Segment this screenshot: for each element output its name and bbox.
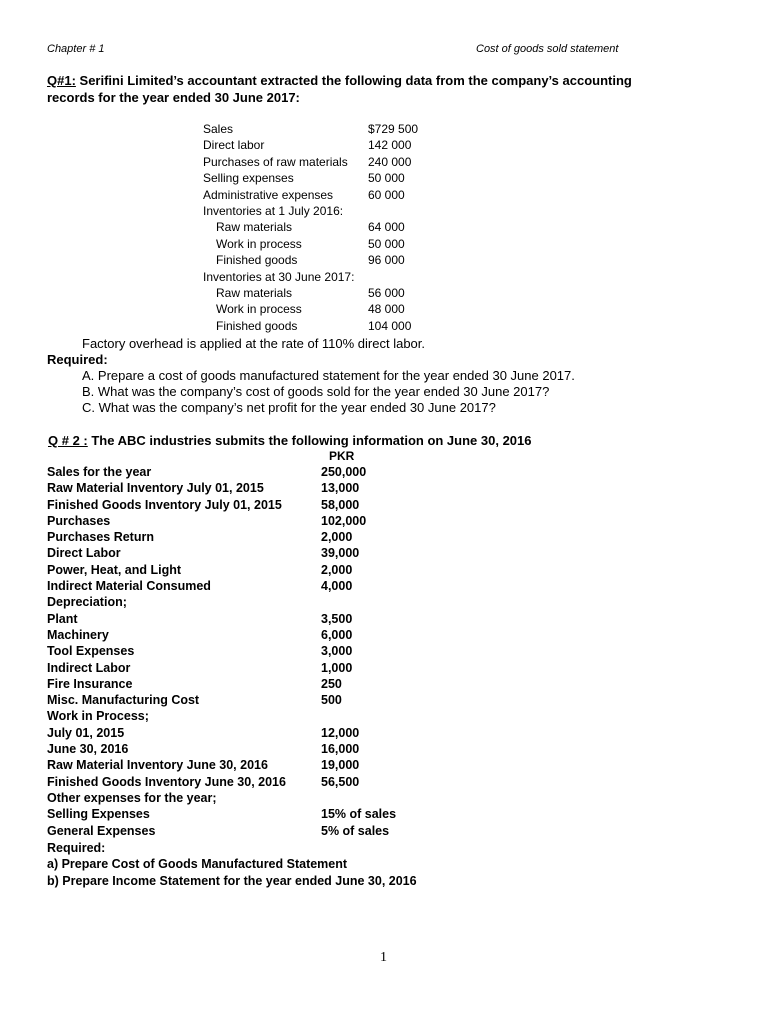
row-value: 15% of sales — [321, 807, 397, 822]
row-value: 102,000 — [321, 513, 367, 528]
table-row — [203, 137, 463, 153]
row-label: Misc. Manufacturing Cost — [47, 693, 200, 708]
row-label: Finished Goods Inventory July 01, 2015 — [47, 497, 282, 512]
header-topic: Cost of goods sold statement — [476, 43, 619, 55]
q1-data-table — [203, 121, 463, 334]
row-value: 3,500 — [321, 611, 353, 626]
row-value: 39,000 — [321, 546, 360, 561]
row-label: July 01, 2015 — [47, 725, 125, 740]
q1-label: Q#1: — [47, 73, 76, 88]
row-value: 56,500 — [321, 774, 360, 789]
q1-overhead-note: Factory overhead is applied at the rate of 110% direct labor. — [82, 336, 426, 351]
table-row — [47, 692, 447, 708]
row-label: Other expenses for the year; — [47, 790, 217, 805]
table-row — [203, 285, 463, 301]
row-label: Machinery — [47, 627, 109, 642]
table-row — [47, 513, 447, 529]
q2-required-b: b) Prepare Income Statement for the year ended June 30, 2016 — [47, 873, 417, 888]
row-label: Power, Heat, and Light — [47, 562, 182, 577]
row-value: 240 000 — [368, 154, 412, 169]
row-label: Raw materials — [216, 285, 293, 300]
row-label: Direct labor — [203, 138, 265, 153]
row-value: 5% of sales — [321, 823, 390, 838]
table-row — [47, 545, 447, 561]
q1-intro — [47, 72, 657, 106]
table-row — [47, 643, 447, 659]
row-value: 50 000 — [368, 171, 405, 186]
row-value: $729 500 — [368, 122, 419, 136]
q2-intro-text: The ABC industries submits the following information on June 30, 2016 — [87, 433, 532, 448]
table-row — [203, 203, 463, 219]
table-row — [203, 154, 463, 170]
row-value: 3,000 — [321, 644, 353, 659]
row-value: 56 000 — [368, 285, 405, 300]
table-row — [203, 170, 463, 186]
row-value: 13,000 — [321, 481, 360, 496]
q1-required-label: Required: — [47, 352, 108, 367]
row-label: Finished goods — [216, 253, 298, 268]
table-row — [47, 741, 447, 757]
row-label: Finished goods — [216, 318, 298, 333]
row-label: Selling Expenses — [47, 807, 150, 822]
row-value: 50 000 — [368, 236, 405, 251]
page-number: 1 — [380, 950, 387, 965]
row-value: 2,000 — [321, 562, 353, 577]
row-label: Work in process — [216, 236, 302, 251]
row-label: Indirect Labor — [47, 660, 131, 675]
row-label: Sales for the year — [47, 465, 152, 479]
row-label: General Expenses — [47, 823, 156, 838]
table-row — [47, 562, 447, 578]
table-row — [203, 219, 463, 235]
table-row — [203, 301, 463, 317]
q1-required-a: A. Prepare a cost of goods manufactured statement for the year ended 30 June 2017. — [82, 368, 575, 383]
row-label: Work in process — [216, 302, 302, 317]
table-row — [47, 627, 447, 643]
row-value: 1,000 — [321, 660, 353, 675]
row-value: 250 — [321, 676, 342, 691]
row-value: 500 — [321, 693, 342, 708]
table-row — [203, 187, 463, 203]
table-row — [47, 497, 447, 513]
table-row — [47, 529, 447, 545]
row-value: 48 000 — [368, 302, 405, 317]
table-row — [47, 660, 447, 676]
row-label: Sales — [203, 122, 234, 136]
table-row — [203, 318, 463, 334]
row-value: 2,000 — [321, 530, 353, 545]
header-chapter: Chapter # 1 — [47, 43, 105, 55]
row-label: Depreciation; — [47, 595, 127, 610]
row-label: Raw Material Inventory July 01, 2015 — [47, 481, 264, 496]
row-label: Administrative expenses — [203, 187, 334, 202]
row-label: Direct Labor — [47, 546, 121, 561]
table-row — [47, 578, 447, 594]
row-value: 96 000 — [368, 253, 405, 268]
q2-required — [47, 840, 417, 889]
table-row — [47, 611, 447, 627]
row-label: Fire Insurance — [47, 676, 133, 691]
row-label: June 30, 2016 — [47, 742, 129, 757]
table-row — [47, 480, 447, 496]
row-value: 142 000 — [368, 138, 412, 153]
row-label: Purchases — [47, 513, 111, 528]
row-label: Inventories at 30 June 2017: — [203, 269, 355, 284]
table-row — [47, 464, 447, 480]
row-value: 12,000 — [321, 725, 360, 740]
table-row — [47, 774, 447, 790]
row-label: Purchases of raw materials — [203, 154, 348, 169]
row-label: Inventories at 1 July 2016: — [203, 203, 344, 218]
table-row — [47, 806, 447, 822]
row-value: 19,000 — [321, 758, 360, 773]
row-value: 250,000 — [321, 465, 367, 479]
table-row — [47, 708, 447, 724]
table-row — [47, 790, 447, 806]
row-label: Indirect Material Consumed — [47, 579, 211, 594]
q1-intro-text: Serifini Limited’s accountant extracted the following data from the company’s accounting records for the year ended 30 June 2017: — [47, 73, 632, 105]
row-value: 4,000 — [321, 579, 353, 594]
row-label: Plant — [47, 611, 78, 626]
row-label: Raw Material Inventory June 30, 2016 — [47, 758, 268, 773]
table-row — [47, 757, 447, 773]
row-value: 58,000 — [321, 497, 360, 512]
row-label: Tool Expenses — [47, 644, 135, 659]
row-label: Work in Process; — [47, 709, 149, 724]
q2-required-a: a) Prepare Cost of Goods Manufactured Statement — [47, 857, 348, 872]
row-value: 104 000 — [368, 318, 412, 333]
row-value: 64 000 — [368, 220, 405, 235]
table-row — [203, 269, 463, 285]
row-value: 6,000 — [321, 627, 353, 642]
table-row — [47, 676, 447, 692]
table-row — [47, 725, 447, 741]
table-row — [47, 594, 447, 610]
q2-required-label: Required: — [47, 841, 106, 855]
q2-label: Q # 2 : — [48, 433, 88, 448]
row-label: Raw materials — [216, 220, 293, 235]
q1-required-b: B. What was the company’s cost of goods sold for the year ended 30 June 2017? — [82, 384, 550, 399]
table-row — [203, 252, 463, 268]
table-row — [47, 823, 447, 839]
table-row — [203, 236, 463, 252]
row-label: Purchases Return — [47, 530, 154, 545]
row-value: 16,000 — [321, 742, 360, 757]
row-value: 60 000 — [368, 187, 405, 202]
q2-intro — [48, 433, 532, 448]
q2-currency: PKR — [329, 449, 355, 463]
row-label: Finished Goods Inventory June 30, 2016 — [47, 774, 286, 789]
q1-required-c: C. What was the company’s net profit for the year ended 30 June 2017? — [82, 400, 496, 415]
row-label: Selling expenses — [203, 171, 294, 186]
q2-data-table — [47, 464, 447, 839]
table-row — [203, 121, 463, 137]
